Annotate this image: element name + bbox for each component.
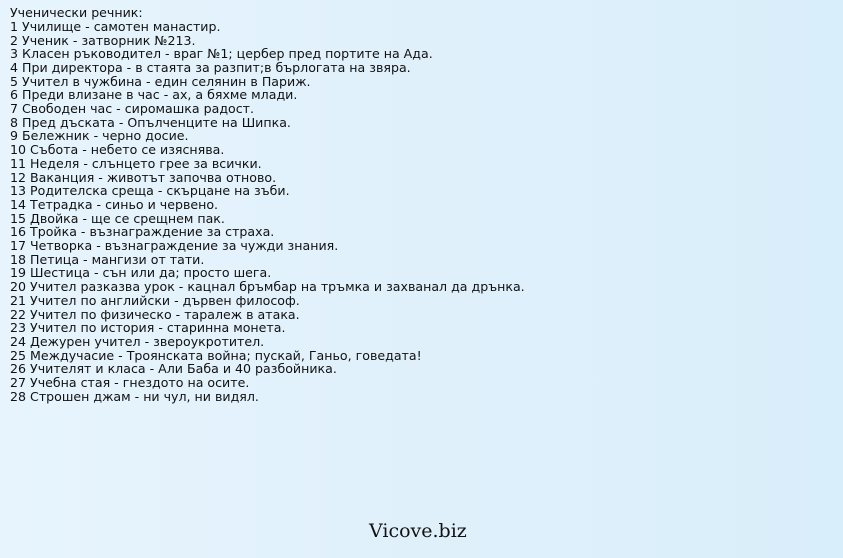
joke-item-23: 23 Учител по история - старинна монета. — [10, 320, 286, 336]
joke-item-15: 15 Двойка - ще се срещнем пак. — [10, 210, 225, 226]
joke-item-2: 2 Ученик - затворник №213. — [10, 32, 196, 48]
joke-item-14: 14 Тетрадка - синьо и червено. — [10, 196, 219, 212]
joke-item-10: 10 Събота - небето се изяснява. — [10, 142, 225, 158]
joke-item-26: 26 Учителят и класа - Али Баба и 40 разбойника. — [10, 361, 337, 377]
joke-item-18: 18 Петица - мангизи от тати. — [10, 251, 205, 267]
joke-item-7: 7 Свободен час - сиромашка радост. — [10, 101, 254, 117]
joke-item-21: 21 Учител по английски - дървен философ. — [10, 292, 300, 308]
joke-item-8: 8 Пред дъската - Опълченците на Шипка. — [10, 114, 291, 130]
joke-item-20: 20 Учител разказва урок - кацнал бръмбар на тръмка и захванал да дрънка. — [10, 279, 525, 295]
joke-item-6: 6 Преди влизане в час - ах, а бяхме млади. — [10, 87, 298, 103]
joke-item-13: 13 Родителска среща - скърцане на зъби. — [10, 183, 290, 199]
joke-item-28: 28 Строшен джам - ни чул, ни видял. — [10, 388, 259, 404]
site-watermark: Vicove.biz — [369, 520, 467, 542]
joke-item-12: 12 Ваканция - животът започва отново. — [10, 169, 277, 185]
joke-item-16: 16 Тройка - възнаграждение за страха. — [10, 224, 275, 240]
joke-item-11: 11 Неделя - слънцето грее за всички. — [10, 155, 262, 171]
joke-item-1: 1 Училище - самотен манастир. — [10, 18, 221, 34]
joke-item-3: 3 Класен ръководител - враг №1; цербер пред портите на Ада. — [10, 46, 433, 62]
document-title: Ученически речник: — [10, 5, 143, 20]
joke-item-22: 22 Учител по физическо - таралеж в атака. — [10, 306, 300, 322]
joke-item-19: 19 Шестица - сън или да; просто шега. — [10, 265, 272, 281]
joke-item-5: 5 Учител в чужбина - един селянин в Париж. — [10, 73, 311, 89]
joke-list — [10, 20, 830, 404]
joke-item-4: 4 При директора - в стаята за разпит;в бърлогата на звяра. — [10, 59, 411, 75]
joke-item-25: 25 Междучасие - Троянската война; пускай, Ганьо, говедата! — [10, 347, 422, 363]
joke-item-24: 24 Дежурен учител - звероукротител. — [10, 333, 265, 349]
joke-item-9: 9 Бележник - черно досие. — [10, 128, 189, 144]
joke-item-17: 17 Четворка - възнаграждение за чужди знания. — [10, 238, 339, 254]
document-content — [10, 6, 830, 403]
joke-item-27: 27 Учебна стая - гнездото на осите. — [10, 375, 250, 391]
